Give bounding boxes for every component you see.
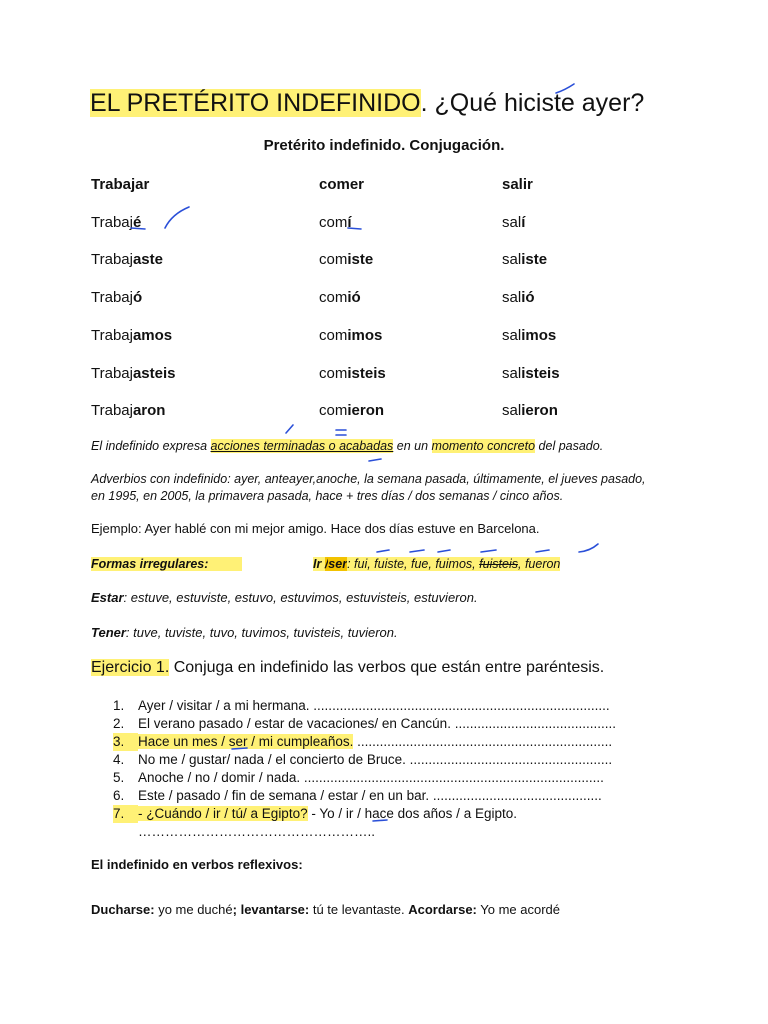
verb-ending: asteis [132, 365, 176, 382]
list-item [113, 715, 616, 733]
list-item [113, 733, 616, 751]
exercise-label: Ejercicio 1 [91, 659, 165, 676]
irregular-forms-b: , fueron [518, 557, 561, 571]
conjugation-cell-trabajar [91, 365, 176, 382]
item-number: 7. [113, 805, 138, 823]
conjugation-row [91, 214, 691, 236]
reflexive-form-3: Yo me acordé [476, 902, 561, 917]
item-text: El verano pasado / estar de vacaciones/ en Cancún. ........................................... [138, 716, 616, 731]
conjugation-cell-comer [319, 327, 382, 344]
verb-stem: Trabaj [91, 402, 133, 419]
exercise-heading [91, 659, 604, 677]
verb-stem: sal [502, 214, 522, 231]
verb-header-salir: salir [502, 176, 533, 193]
underline-mark [369, 459, 381, 461]
tener-verb: Tener [91, 625, 126, 640]
verb-stem: Trabaj [91, 289, 133, 306]
verb-ir: Ir [313, 557, 325, 571]
verb-stem: Trabaj [91, 365, 133, 382]
item-number: 2. [113, 716, 125, 731]
list-item [113, 697, 616, 715]
tener-forms: : tuve, tuviste, tuvo, tuvimos, tuvisteis, tuvieron. [125, 625, 398, 640]
conjugation-cell-comer [319, 214, 352, 231]
verb-stem: com [319, 402, 348, 419]
verb-ending: isteis [347, 365, 386, 382]
conjugation-cell-salir [502, 251, 547, 268]
usage-highlight-actions: acciones terminadas o acabadas [210, 439, 394, 453]
tener-line [91, 625, 398, 640]
estar-line [91, 590, 478, 605]
item-dots: …………………………………………….. [138, 824, 376, 839]
irregular-label-wrap [91, 556, 219, 573]
conjugation-cell-comer [319, 402, 384, 419]
usage-highlight-moment: momento concreto [431, 439, 536, 453]
section-subtitle: Pretérito indefinido. Conjugación. [263, 137, 505, 154]
irregular-forms-struck: fuisteis [479, 557, 518, 571]
verb-header-trabajar: Trabajar [91, 176, 150, 193]
verb-ending: ieron [347, 402, 385, 419]
verb-ending: imos [347, 327, 383, 344]
usage-prefix: El indefinido expresa [91, 439, 211, 453]
irregular-colon: : [347, 557, 355, 571]
verb-ending: í [347, 214, 352, 231]
estar-forms: : estuve, estuviste, estuvo, estuvimos, estuvisteis, estuvieron. [123, 590, 478, 605]
conjugation-cell-salir [502, 289, 535, 306]
conjugation-cell-salir [502, 402, 558, 419]
reflexive-form-2: tú te levantaste. [309, 902, 409, 917]
list-item [113, 823, 616, 841]
equals-mark [336, 430, 346, 435]
verb-ending: í [521, 214, 526, 231]
conjugation-cell-trabajar [91, 289, 142, 306]
verb-stem: sal [502, 251, 522, 268]
item-text: No me / gustar/ nada / el concierto de Bruce. ...................................................... [138, 752, 613, 767]
verb-stem: Trabaj [91, 327, 133, 344]
conjugation-cell-trabajar [91, 214, 141, 231]
reflexive-form-1: yo me duché [154, 902, 233, 917]
item-number: 3. [113, 733, 138, 751]
conjugation-row [91, 402, 691, 424]
item-number: 1. [113, 698, 125, 713]
verb-ser: ser [328, 557, 348, 571]
conjugation-cell-trabajar [91, 327, 172, 344]
title-highlight: EL PRETÉRITO INDEFINIDO [90, 89, 421, 117]
adverbs-line-2: en 1995, en 2005, la primavera pasada, hace + tres días / dos semanas / cinco años. [91, 489, 564, 503]
verb-ending: ió [521, 289, 535, 306]
conjugation-cell-trabajar [91, 402, 165, 419]
checkmark-icon [579, 544, 598, 552]
usage-suffix: del pasado. [535, 439, 604, 453]
verb-ending: imos [521, 327, 557, 344]
verb-separator: / [324, 557, 329, 571]
list-item [113, 787, 616, 805]
list-item [113, 805, 616, 823]
verb-stem: com [319, 289, 348, 306]
list-item [113, 769, 616, 787]
item-text-highlighted: Hace un mes / ser / mi cumpleaños. [138, 734, 354, 749]
verb-ending: aron [132, 402, 166, 419]
verb-ending: ieron [521, 402, 558, 419]
item-text: Ayer / visitar / a mi hermana. ............................................................................... [138, 698, 610, 713]
verb-stem: sal [502, 402, 522, 419]
item-text-highlighted: - ¿Cuándo / ir / tú/ a Egipto? [138, 806, 308, 821]
item-text: Anoche / no / domir / nada. ................................................................................ [138, 770, 604, 785]
conjugation-row [91, 327, 691, 349]
verb-stem: com [319, 214, 348, 231]
verb-header-comer: comer [319, 176, 365, 193]
conjugation-cell-trabajar [91, 251, 163, 268]
conjugation-cell-comer [319, 365, 386, 382]
title-question: . ¿Qué hiciste ayer? [420, 89, 645, 117]
verb-ending: iste [347, 251, 374, 268]
conjugation-cell-comer [319, 251, 373, 268]
conjugation-row [91, 365, 691, 387]
conjugation-header-row [91, 176, 691, 198]
verb-ending: é [132, 214, 142, 231]
reflexive-verb-1: Ducharse: [91, 902, 155, 917]
item-number: 4. [113, 752, 125, 767]
conjugation-cell-salir [502, 214, 525, 231]
verb-ending: amos [132, 327, 173, 344]
verb-ending: ó [132, 289, 143, 306]
irregular-forms-a: fui, fuiste, fue, fuimos, [354, 557, 480, 571]
item-text-answer: - Yo / ir / hace dos años / a Egipto. [307, 806, 517, 821]
reflexive-heading: El indefinido en verbos reflexivos: [91, 857, 303, 872]
reflexive-verb-3: Acordarse: [408, 902, 477, 917]
reflexive-sep: ; [232, 902, 241, 917]
irregular-label: Formas irregulares: [91, 557, 242, 571]
irregular-forms [313, 556, 560, 573]
item-number: 6. [113, 788, 125, 803]
item-dots: .................................................................... [353, 734, 613, 749]
verb-stem: sal [502, 327, 522, 344]
adverbs-line-1: Adverbios con indefinido: ayer, anteayer,anoche, la semana pasada, últimamente, el jueves pasado, [91, 472, 646, 486]
verb-stem: com [319, 251, 348, 268]
usage-mid: en un [393, 439, 432, 453]
conjugation-row [91, 289, 691, 311]
verb-stem: sal [502, 289, 522, 306]
verb-stem: sal [502, 365, 522, 382]
list-item [113, 751, 616, 769]
verb-stem: com [319, 327, 348, 344]
verb-ending: ió [347, 289, 361, 306]
reflexive-verb-2: levantarse: [240, 902, 310, 917]
exercise-instruction: Conjuga en indefinido las verbos que están entre paréntesis. [169, 659, 605, 676]
verb-stem: Trabaj [91, 251, 133, 268]
verb-ending: isteis [521, 365, 560, 382]
exercise-dot: . [164, 659, 170, 676]
reflexive-examples [91, 902, 560, 917]
conjugation-cell-comer [319, 289, 361, 306]
exercise-list [113, 697, 616, 841]
verb-stem: Trabaj [91, 214, 133, 231]
example-sentence: Ejemplo: Ayer hablé con mi mejor amigo. Hace dos días estuve en Barcelona. [91, 521, 540, 536]
verb-ending: iste [521, 251, 548, 268]
verb-ending: aste [132, 251, 163, 268]
page-title [90, 86, 644, 120]
checkmark-icon [286, 425, 293, 433]
tick-marks [377, 550, 549, 552]
estar-verb: Estar [91, 590, 124, 605]
conjugation-row [91, 251, 691, 273]
item-text: Este / pasado / fin de semana / estar / en un bar. ............................................. [138, 788, 602, 803]
conjugation-cell-salir [502, 327, 556, 344]
verb-stem: com [319, 365, 348, 382]
conjugation-cell-salir [502, 365, 560, 382]
item-number: 5. [113, 770, 125, 785]
usage-note [91, 438, 603, 455]
